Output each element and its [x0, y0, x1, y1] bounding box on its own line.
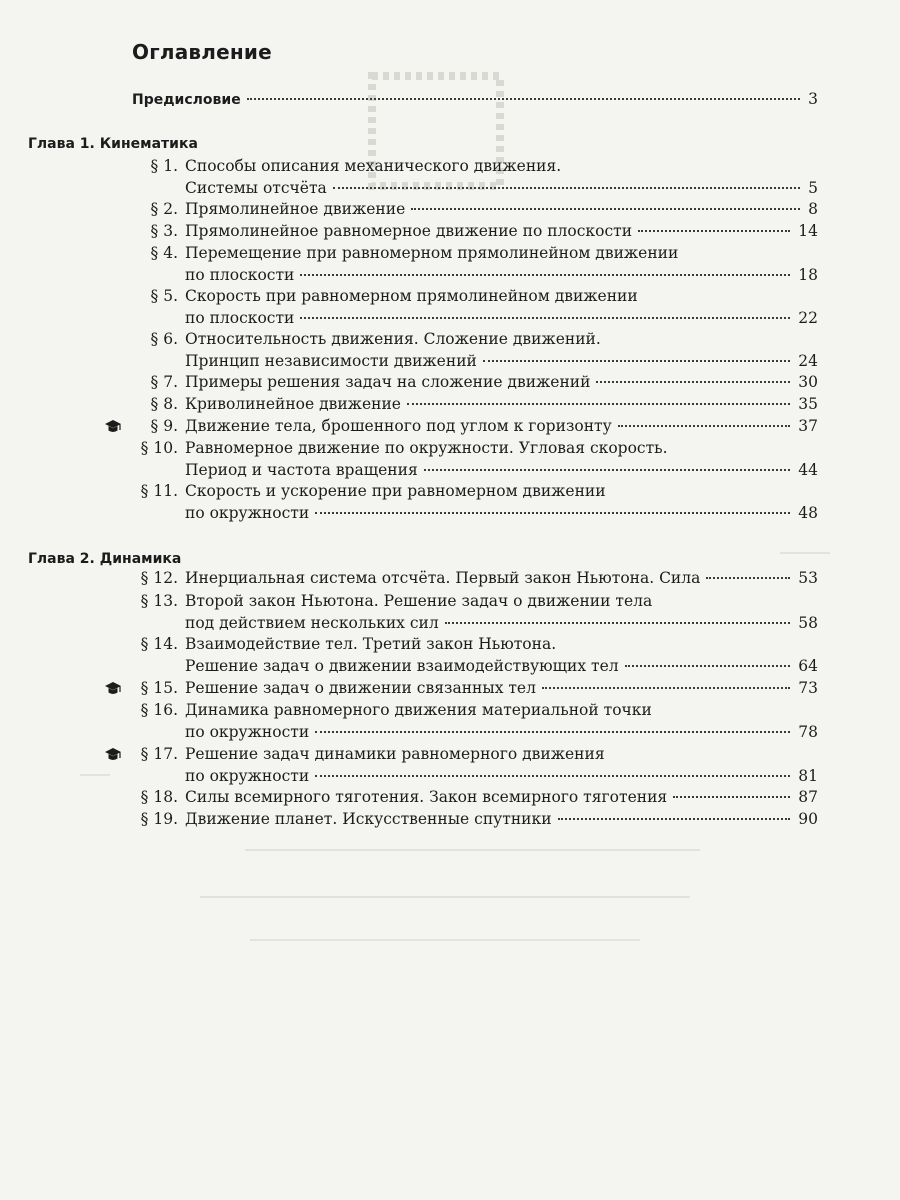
- page-number: 8: [808, 200, 818, 218]
- entry-title-line: Решение задач динамики равномерного движения: [185, 745, 605, 763]
- dot-leader: [333, 187, 800, 189]
- dot-leader: [558, 818, 791, 820]
- dot-leader: [542, 687, 790, 689]
- dot-leader: [483, 360, 790, 362]
- entry-title-line: Инерциальная система отсчёта. Первый закон Ньютона. Сила: [185, 569, 701, 587]
- entry-title-line: по окружности: [185, 722, 310, 741]
- toc-entry[interactable]: [100, 678, 818, 700]
- paragraph-number: § 19.: [140, 810, 178, 828]
- toc-entry[interactable]: [100, 221, 818, 243]
- toc-entry[interactable]: [100, 438, 818, 481]
- dot-leader: [424, 469, 791, 471]
- entry-title-line: Системы отсчёта: [185, 178, 327, 197]
- page-number: 44: [798, 460, 818, 479]
- toc-entry[interactable]: [100, 416, 818, 438]
- dot-leader: [445, 622, 791, 624]
- entry-title-line: Второй закон Ньютона. Решение задач о движении тела: [185, 592, 653, 610]
- entry-title-line: Способы описания механического движения.: [185, 157, 562, 175]
- paragraph-number: § 11.: [140, 482, 178, 500]
- dot-leader: [706, 577, 790, 579]
- page-number: 64: [798, 656, 818, 675]
- page-number: 87: [798, 788, 818, 806]
- paragraph-number: § 2.: [150, 200, 178, 218]
- entry-title-line: Период и частота вращения: [185, 460, 418, 479]
- toc-entry[interactable]: [100, 243, 818, 286]
- dot-leader: [300, 317, 790, 319]
- paragraph-number: § 18.: [140, 788, 178, 806]
- preface-entry[interactable]: [132, 90, 818, 108]
- dot-leader: [315, 775, 790, 777]
- toc-entry[interactable]: [100, 591, 818, 634]
- page-number: 14: [798, 222, 818, 240]
- dot-leader: [625, 665, 791, 667]
- paragraph-number: § 9.: [150, 417, 178, 435]
- page-number: 90: [798, 810, 818, 828]
- entry-title-line: Равномерное движение по окружности. Угловая скорость.: [185, 439, 668, 457]
- page-title: Оглавление: [132, 40, 272, 64]
- page-number: 18: [798, 265, 818, 284]
- entry-title-line: по плоскости: [185, 308, 295, 327]
- toc-entry[interactable]: [100, 286, 818, 329]
- entry-title-line: Принцип независимости движений: [185, 351, 477, 370]
- page-number: 81: [798, 766, 818, 785]
- paragraph-number: § 7.: [150, 373, 178, 391]
- paragraph-number: § 3.: [150, 222, 178, 240]
- page-number: 58: [798, 613, 818, 632]
- entry-title-line: Примеры решения задач на сложение движений: [185, 373, 591, 391]
- paragraph-number: § 4.: [150, 244, 178, 262]
- entry-title-line: Силы всемирного тяготения. Закон всемирного тяготения: [185, 788, 668, 806]
- dot-leader: [315, 512, 790, 514]
- entry-title-line: по окружности: [185, 503, 310, 522]
- entry-title-line: по окружности: [185, 766, 310, 785]
- toc-entry[interactable]: [100, 568, 818, 590]
- page-number: 30: [798, 373, 818, 391]
- entry-title-line: Решение задач о движении взаимодействующих тел: [185, 656, 619, 675]
- entry-title-line: Скорость при равномерном прямолинейном движении: [185, 287, 638, 305]
- graduation-cap-icon: [104, 419, 122, 435]
- paragraph-number: § 14.: [140, 635, 178, 653]
- page-number: 35: [798, 395, 818, 413]
- page-number: 48: [798, 503, 818, 522]
- toc-entry[interactable]: [100, 809, 818, 831]
- dot-leader: [247, 98, 800, 100]
- entry-title-line: Движение планет. Искусственные спутники: [185, 810, 552, 828]
- page-number: 37: [798, 417, 818, 435]
- dot-leader: [618, 425, 791, 427]
- preface-label: Предисловие: [132, 92, 241, 108]
- graduation-cap-icon: [104, 681, 122, 697]
- paragraph-number: § 15.: [140, 679, 178, 697]
- dot-leader: [673, 796, 790, 798]
- paragraph-number: § 12.: [140, 569, 178, 587]
- toc-entry[interactable]: [100, 199, 818, 221]
- page-number: 78: [798, 722, 818, 741]
- paragraph-number: § 5.: [150, 287, 178, 305]
- page-number: 73: [798, 679, 818, 697]
- toc-entry[interactable]: [100, 700, 818, 743]
- entry-title-line: Скорость и ускорение при равномерном движении: [185, 482, 606, 500]
- entry-title-line: под действием нескольких сил: [185, 613, 439, 632]
- paragraph-number: § 6.: [150, 330, 178, 348]
- paragraph-number: § 1.: [150, 157, 178, 175]
- chapter-heading: Глава 1. Кинематика: [28, 136, 198, 152]
- page-number: 22: [798, 308, 818, 327]
- graduation-cap-icon: [104, 747, 122, 763]
- dot-leader: [638, 230, 790, 232]
- paragraph-number: § 13.: [140, 592, 178, 610]
- entry-title-line: Прямолинейное движение: [185, 200, 406, 218]
- page-number: 5: [808, 178, 818, 197]
- entry-title-line: Относительность движения. Сложение движений.: [185, 330, 601, 348]
- page-number: 3: [808, 90, 818, 108]
- chapter-heading: Глава 2. Динамика: [28, 551, 182, 567]
- toc-entry[interactable]: [100, 329, 818, 372]
- paragraph-number: § 8.: [150, 395, 178, 413]
- dot-leader: [411, 208, 800, 210]
- dot-leader: [407, 403, 790, 405]
- paragraph-number: § 17.: [140, 745, 178, 763]
- entry-title-line: по плоскости: [185, 265, 295, 284]
- toc-entry[interactable]: [100, 394, 818, 416]
- entry-title-line: Перемещение при равномерном прямолинейном движении: [185, 244, 679, 262]
- entry-title-line: Решение задач о движении связанных тел: [185, 679, 536, 697]
- dot-leader: [315, 731, 790, 733]
- dot-leader: [300, 274, 790, 276]
- dot-leader: [596, 381, 790, 383]
- toc-entry[interactable]: [100, 744, 818, 787]
- entry-title-line: Прямолинейное равномерное движение по плоскости: [185, 222, 633, 240]
- entry-title-line: Криволинейное движение: [185, 395, 401, 413]
- paragraph-number: § 16.: [140, 701, 178, 719]
- entry-title-line: Взаимодействие тел. Третий закон Ньютона.: [185, 635, 557, 653]
- page-number: 53: [798, 569, 818, 587]
- paragraph-number: § 10.: [140, 439, 178, 457]
- entry-title-line: Движение тела, брошенного под углом к горизонту: [185, 417, 612, 435]
- page-number: 24: [798, 351, 818, 370]
- entry-title-line: Динамика равномерного движения материальной точки: [185, 701, 652, 719]
- toc-entry[interactable]: [100, 481, 818, 524]
- toc-entry[interactable]: [100, 634, 818, 677]
- toc-entry[interactable]: [100, 156, 818, 199]
- toc-entry[interactable]: [100, 787, 818, 809]
- toc-entry[interactable]: [100, 372, 818, 394]
